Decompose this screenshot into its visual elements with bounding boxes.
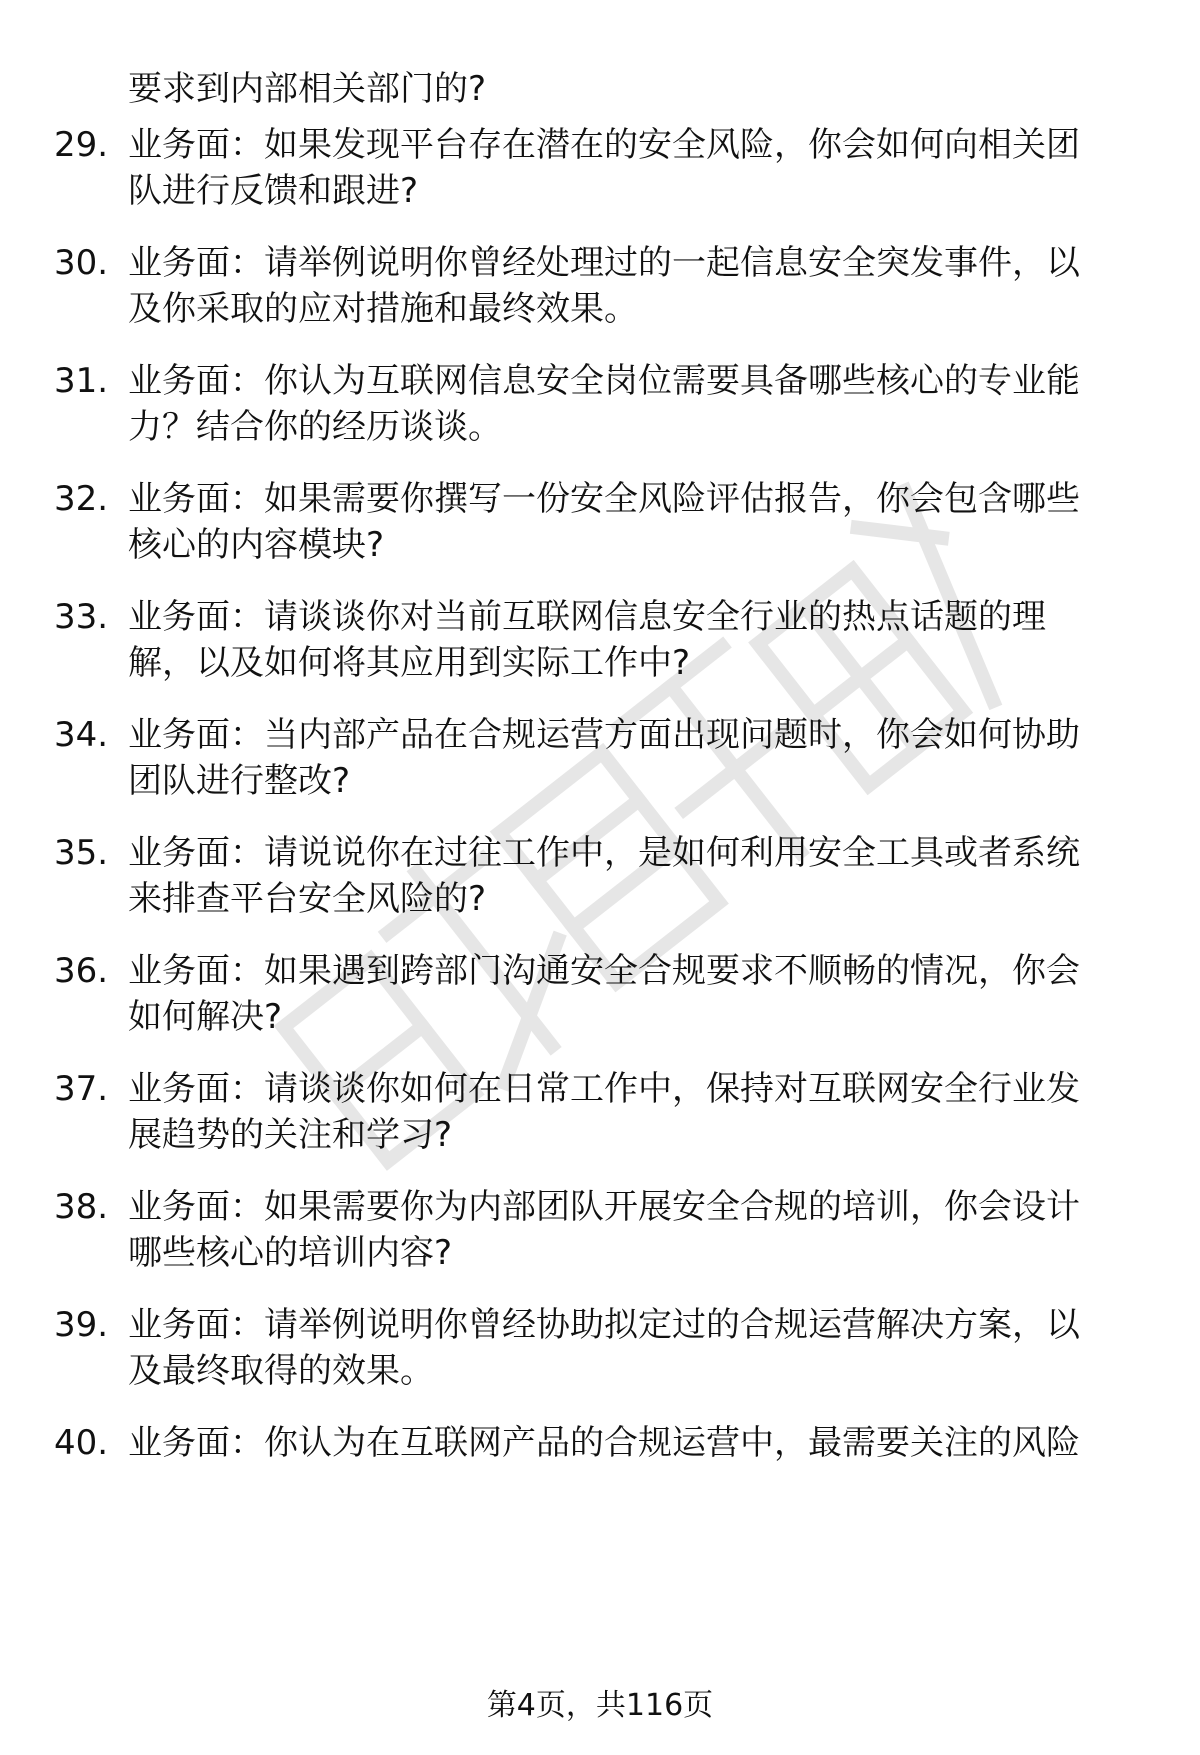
- item-text-line: 业务面：如果需要你撰写一份安全风险评估报告，你会包含哪些: [128, 479, 1080, 519]
- item-text-line: 业务面：如果发现平台存在潜在的安全风险，你会如何向相关团: [128, 125, 1080, 165]
- item-number: 31.: [54, 361, 109, 401]
- item-number: 38.: [54, 1187, 109, 1227]
- item-text: [128, 712, 1138, 804]
- item-number: 33.: [54, 597, 109, 637]
- item-text-line: 展趋势的关注和学习?: [128, 1115, 453, 1155]
- item-text-line: 团队进行整改?: [128, 761, 351, 801]
- item-text-line: 业务面：当内部产品在合规运营方面出现问题时，你会如何协助: [128, 715, 1080, 755]
- item-text-line: 业务面：请谈谈你对当前互联网信息安全行业的热点话题的理: [128, 597, 1046, 637]
- item-number: 39.: [54, 1305, 109, 1345]
- item-text: [128, 948, 1138, 1040]
- item-text: [128, 358, 1138, 450]
- item-number: 36.: [54, 951, 109, 991]
- item-text: [128, 1184, 1138, 1276]
- item-text-line: 力？结合你的经历谈谈。: [128, 407, 502, 447]
- item-text-line: 业务面：请说说你在过往工作中，是如何利用安全工具或者系统: [128, 833, 1080, 873]
- item-text: [128, 240, 1138, 332]
- item-text-line: 哪些核心的培训内容?: [128, 1233, 453, 1273]
- item-text-line: 业务面：如果需要你为内部团队开展安全合规的培训，你会设计: [128, 1187, 1080, 1227]
- item-number: 29.: [54, 125, 109, 165]
- item-text: [128, 1066, 1138, 1158]
- item-text-line: 业务面：你认为互联网信息安全岗位需要具备哪些核心的专业能: [128, 361, 1080, 401]
- item-text: [128, 1302, 1138, 1394]
- item-text-line: 及你采取的应对措施和最终效果。: [128, 289, 638, 329]
- item-text-line: 业务面：请举例说明你曾经协助拟定过的合规运营解决方案，以: [128, 1305, 1080, 1345]
- page-footer: 第4页，共116页: [486, 1688, 714, 1723]
- item-text-line: 及最终取得的效果。: [128, 1351, 434, 1391]
- item-number: 34.: [54, 715, 109, 755]
- item-text-line: 业务面：请谈谈你如何在日常工作中，保持对互联网安全行业发: [128, 1069, 1080, 1109]
- item-text: [128, 122, 1138, 214]
- continuation-line: 要求到内部相关部门的?: [128, 69, 487, 109]
- item-text-line: 业务面：如果遇到跨部门沟通安全合规要求不顺畅的情况，你会: [128, 951, 1080, 991]
- item-text: [128, 594, 1138, 686]
- item-text-line: 队进行反馈和跟进?: [128, 171, 419, 211]
- item-number: 32.: [54, 479, 109, 519]
- item-number: 40.: [54, 1423, 109, 1463]
- item-text: [128, 476, 1138, 568]
- item-text: [128, 1420, 1138, 1466]
- item-text-line: 来排查平台安全风险的?: [128, 879, 487, 919]
- item-number: 30.: [54, 243, 109, 283]
- item-text-line: 业务面：你认为在互联网产品的合规运营中，最需要关注的风险: [128, 1423, 1080, 1463]
- item-text-line: 解，以及如何将其应用到实际工作中?: [128, 643, 691, 683]
- item-text: [128, 830, 1138, 922]
- item-number: 37.: [54, 1069, 109, 1109]
- item-number: 35.: [54, 833, 109, 873]
- item-text-line: 如何解决?: [128, 997, 283, 1037]
- item-text-line: 业务面：请举例说明你曾经处理过的一起信息安全突发事件，以: [128, 243, 1080, 283]
- item-text-line: 核心的内容模块?: [128, 525, 385, 565]
